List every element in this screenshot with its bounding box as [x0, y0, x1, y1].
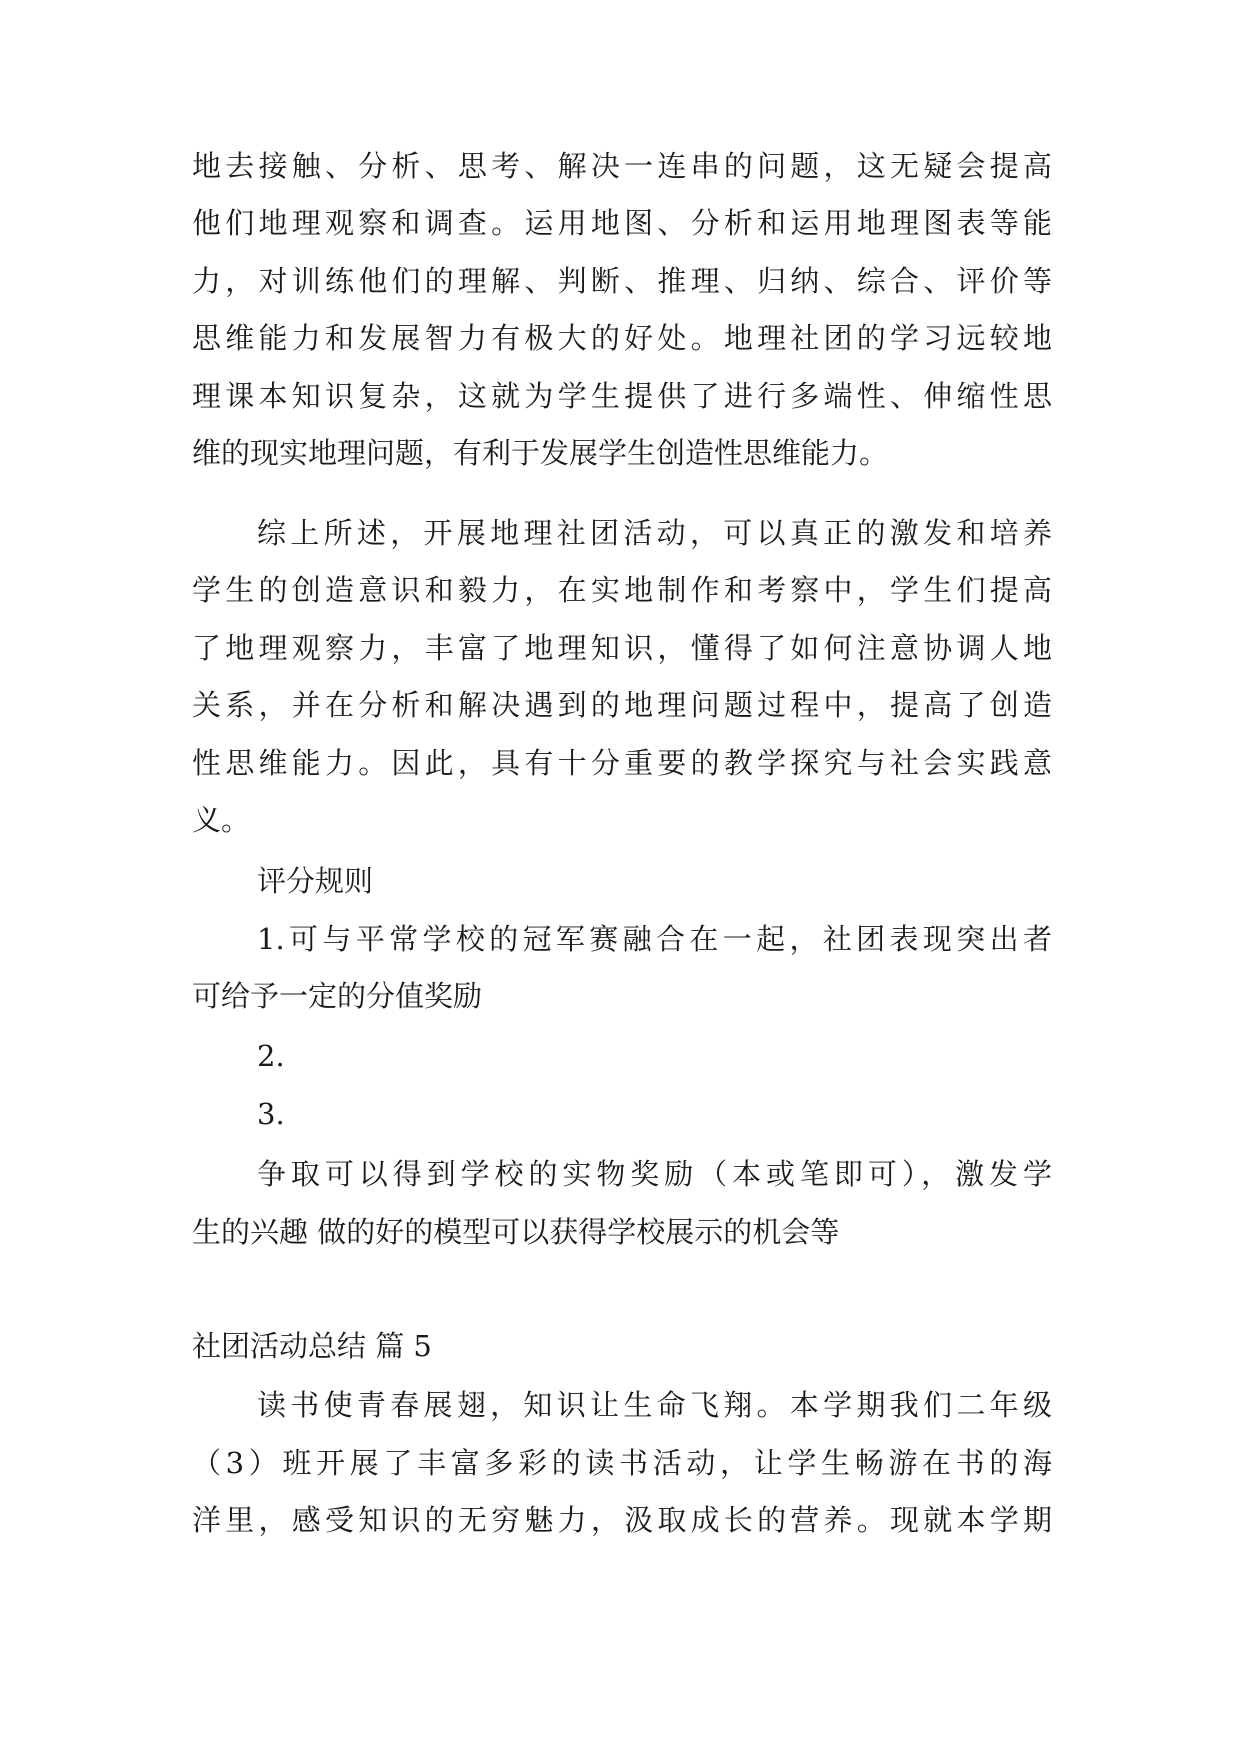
section-heading: 评分规则: [257, 864, 374, 898]
paragraph-line: 他们地理观察和调查。运用地图、分析和运用地理图表等能: [192, 206, 1052, 240]
paragraph-line: 维的现实地理问题，有利于发展学生创造性思维能力。: [192, 436, 889, 470]
paragraph-line: 义。: [192, 803, 251, 837]
article-title: 社团活动总结 篇 5: [192, 1329, 432, 1363]
paragraph-line: 了地理观察力，丰富了地理知识，懂得了如何注意协调人地: [192, 631, 1052, 665]
paragraph-line: 性思维能力。因此，具有十分重要的教学探究与社会实践意: [192, 746, 1052, 780]
paragraph-line: 生的兴趣 做的好的模型可以获得学校展示的机会等: [192, 1215, 840, 1249]
paragraph-line: （3）班开展了丰富多彩的读书活动，让学生畅游在书的海: [192, 1446, 1052, 1480]
paragraph-line: 洋里，感受知识的无穷魅力，汲取成长的营养。现就本学期: [192, 1503, 1052, 1537]
list-item: 3.: [257, 1097, 285, 1131]
paragraph-line: 读书使青春展翅，知识让生命飞翔。本学期我们二年级: [257, 1388, 1052, 1422]
paragraph-line: 争取可以得到学校的实物奖励（本或笔即可），激发学: [257, 1157, 1052, 1191]
paragraph-line: 综上所述，开展地理社团活动，可以真正的激发和培养: [257, 516, 1052, 550]
paragraph-line: 关系，并在分析和解决遇到的地理问题过程中，提高了创造: [192, 688, 1052, 722]
paragraph-line: 理课本知识复杂，这就为学生提供了进行多端性、伸缩性思: [192, 379, 1052, 413]
list-item: 2.: [257, 1039, 285, 1073]
paragraph-line: 思维能力和发展智力有极大的好处。地理社团的学习远较地: [192, 321, 1052, 355]
list-item: 1.可与平常学校的冠军赛融合在一起，社团表现突出者: [257, 922, 1052, 956]
paragraph-line: 力，对训练他们的理解、判断、推理、归纳、综合、评价等: [192, 264, 1052, 298]
paragraph-line: 学生的创造意识和毅力，在实地制作和考察中，学生们提高: [192, 573, 1052, 607]
paragraph-line: 地去接触、分析、思考、解决一连串的问题，这无疑会提高: [192, 149, 1052, 183]
list-item-continuation: 可给予一定的分值奖励: [192, 979, 483, 1013]
